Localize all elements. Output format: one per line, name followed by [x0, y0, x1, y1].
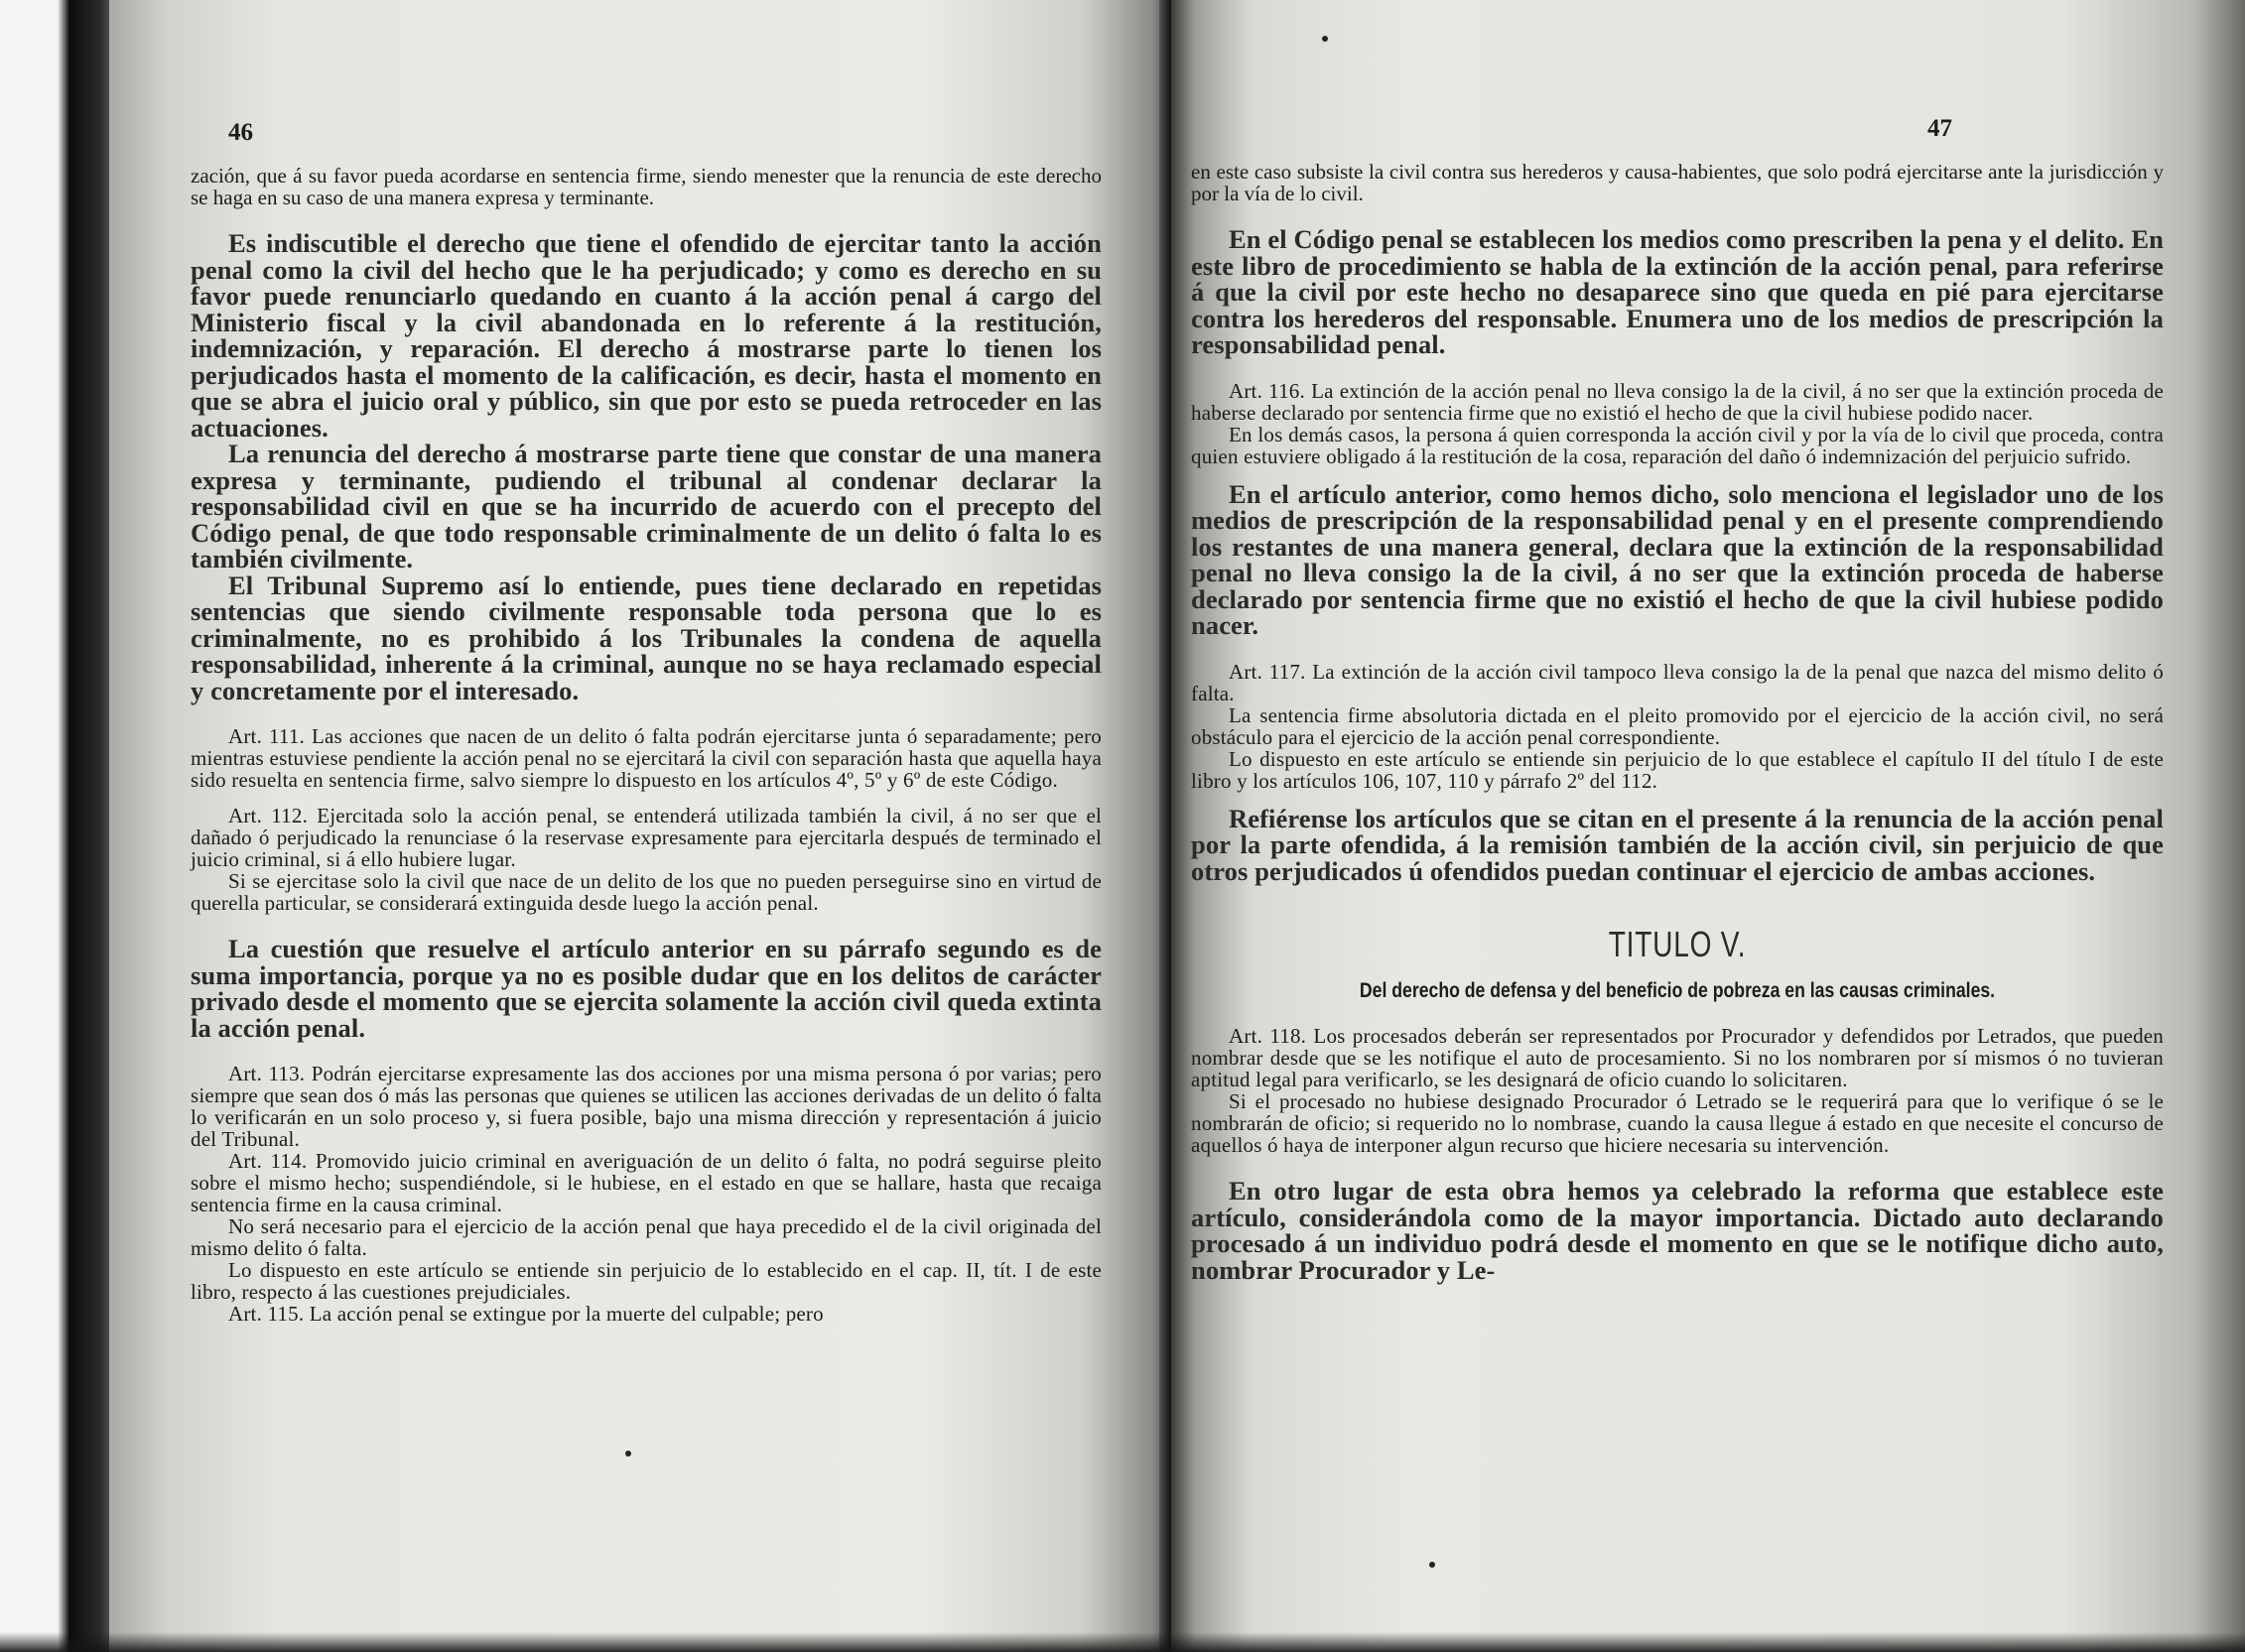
paragraph: En los demás casos, la persona á quien corresponda la acción civil y por la vía de lo civil que proceda, contra quien estuviere obligado á la restitución de la cosa, reparación del daño ó indemnización del perjuicio sufrido. — [1191, 422, 2164, 468]
article-118: Art. 118. Los procesados deberán ser representados por Procurador y defendidos por Letrados, que pueden nombrar desde que se les notifique el auto de procesamiento. Si no los nombraren por sí mismos ó no tuvieran aptitud legal para verificarlo, se les designará de oficio cuando lo solicitaren. — [1191, 1024, 2164, 1091]
article-111: Art. 111. Las acciones que nacen de un delito ó falta podrán ejercitarse junta ó separadamente; pero mientras estuviese pendiente la acción penal no se ejercitará la civil con separación hasta que aquella haya sido resuelta en sentencia firme, salvo siempre lo dispuesto en los artículos 4º, 5º y 6º de este Código. — [191, 724, 1102, 792]
ink-speck — [1322, 36, 1328, 42]
paragraph: Si el procesado no hubiese designado Procurador ó Letrado se le requerirá para que lo verifique ó se le nombrarán de oficio; si requerido no lo nombrase, cuando la causa llegue á estado en que necesite el concurso de aquellos ó haya de interponer algun recurso que hiciere necesaria su intervención. — [1191, 1089, 2164, 1157]
article-117: Art. 117. La extinción de la acción civil tampoco lleva consigo la de la penal que nazca del mismo delito ó falta. — [1191, 659, 2164, 705]
section-title: TITULO V. — [1608, 924, 1747, 964]
paragraph: En el Código penal se establecen los medios como prescriben la pena y el delito. En este libro de procedimiento se habla de la extinción de la acción penal, para referirse á que la civil por este hecho no desaparece sino que queda en pié para ejercitarse contra los herederos del responsable. Enumera uno de los medios de prescripción la responsabilidad penal. — [1191, 224, 2164, 359]
article-114: Art. 114. Promovido juicio criminal en averiguación de un delito ó falta, no podrá seguirse pleito sobre el mismo hecho; suspendiéndole, si le hubiese, en el estado en que se hallare, hasta que recaiga sentencia firme en la causa criminal. — [191, 1149, 1102, 1216]
paragraph: La sentencia firme absolutoria dictada en el pleito promovido por el ejercicio de la acción civil, no será obstáculo para el ejercicio de la acción penal correspondiente. — [1191, 702, 2164, 749]
article-115: Art. 115. La acción penal se extingue por la muerte del culpable; pero — [228, 1302, 824, 1326]
paragraph: en este caso subsiste la civil contra sus herederos y causa-habientes, que solo podrá ejercitarse ante la jurisdicción y por la vía de lo civil. — [1191, 160, 2164, 205]
article-113: Art. 113. Podrán ejercitarse expresamente las dos acciones por una misma persona ó por varias; pero siempre que sean dos ó más las personas que quienes se utilicen las acciones derivadas de un delito ó falta lo verificarán en un solo proceso y, si fuera posible, bajo una misma dirección y representación á juicio del Tribunal. — [191, 1062, 1102, 1151]
paragraph: El Tribunal Supremo así lo entiende, pues tiene declarado en repetidas sentencias que siendo civilmente responsable toda persona que lo es criminalmente, no es prohibido á los Tribunales la condena de aquella responsabilidad, inherente á la criminal, aunque no se haya reclamado especial y concretamente por el interesado. — [191, 570, 1102, 705]
paragraph: No será necesario para el ejercicio de la acción penal que haya precedido el de la civil originada del mismo delito ó falta. — [191, 1214, 1102, 1260]
paragraph: La renuncia del derecho á mostrarse parte tiene que constar de una manera expresa y terminante, pudiendo el tribunal al condenar declarar la responsabilidad civil en que se ha incurrido de acuerdo con el precepto del Código penal, de que todo responsable criminalmente de un delito ó falta lo es también civilmente. — [191, 439, 1102, 573]
right-page-text — [1191, 161, 2164, 1283]
paragraph: zación, que á su favor pueda acordarse en sentencia firme, siendo menester que la renuncia de este derecho se haga en su caso de una manera expresa y terminante. — [191, 164, 1102, 209]
paragraph: Lo dispuesto en este artículo se entiende sin perjuicio de lo establecido en el cap. II, tít. I de este libro, respecto á las cuestiones prejudiciales. — [191, 1258, 1102, 1304]
left-page — [109, 0, 1171, 1652]
ink-speck — [1429, 1562, 1435, 1568]
article-112: Art. 112. Ejercitada solo la acción penal, se entenderá utilizada también la civil, á no ser que el dañado ó perjudicado la renunciase ó la reservase expresamente para ejercitarla después de terminado el juicio criminal, si á ello hubiere lugar. — [191, 804, 1102, 871]
left-page-text — [191, 165, 1102, 1325]
ink-speck — [625, 1451, 631, 1457]
paragraph: Lo dispuesto en este artículo se entiende sin perjuicio de lo que establece el capítulo II del título I de este libro y los artículos 106, 107, 110 y párrafo 2º del 112. — [1191, 746, 2164, 793]
page-number-left: 46 — [228, 119, 253, 146]
bottom-shadow — [0, 1632, 2245, 1652]
page-number-right: 47 — [1927, 115, 1952, 142]
paragraph: La cuestión que resuelve el artículo anterior en su párrafo segundo es de suma importancia, porque ya no es posible dudar que en los delitos de carácter privado desde el momento que se ejercita solamente la acción civil queda extinta la acción penal. — [191, 934, 1102, 1043]
section-subtitle: Del derecho de defensa y del beneficio de pobreza en las causas criminales. — [1359, 979, 1996, 1002]
paragraph: En el artículo anterior, como hemos dicho, solo menciona el legislador uno de los medios de prescripción de la responsabilidad penal y en el presente comprendiendo los restantes de una manera general, declara que la extinción de la responsabilidad penal no lleva consigo la de la civil, á no ser que la extinción proceda de haberse declarado por sentencia firme que no existió el hecho de que la civil hubiese podido nacer. — [1191, 478, 2164, 640]
right-page — [1171, 0, 2245, 1652]
paragraph: Es indiscutible el derecho que tiene el ofendido de ejercitar tanto la acción penal como la civil del hecho que le ha perjudicado; y como es derecho en su favor puede renunciarlo quedando en cuanto á la acción penal á cargo del Ministerio fiscal y la civil abandonada en lo referente á la restitución, indemnización, y reparación. El derecho á mostrarse parte lo tienen los perjudicados hasta el momento de la calificación, es decir, hasta el momento en que se abra el juicio oral y público, sin que por esto se pueda retroceder en las actuaciones. — [191, 228, 1102, 443]
paragraph: Si se ejercitase solo la civil que nace de un delito de los que no pueden perseguirse sino en virtud de querella particular, se considerará extinguida desde luego la acción penal. — [191, 869, 1102, 915]
article-116: Art. 116. La extinción de la acción penal no lleva consigo la de la civil, á no ser que la extinción proceda de haberse declarado por sentencia firme que no existió el hecho de que la civil hubiese podido nacer. — [1191, 378, 2164, 425]
paragraph: En otro lugar de esta obra hemos ya celebrado la reforma que establece este artículo, considerándola como de la mayor importancia. Dictado auto declarando procesado á un individuo podrá desde el momento en que se le notifique dicho auto, nombrar Procurador y Le- — [1191, 1176, 2164, 1285]
paragraph: Refiérense los artículos que se citan en el presente á la renuncia de la acción penal por la parte ofendida, á la remisión también de la acción civil, sin perjuicio de que otros perjudicados ú ofendidos puedan continuar el ejercicio de ambas acciones. — [1191, 803, 2164, 886]
